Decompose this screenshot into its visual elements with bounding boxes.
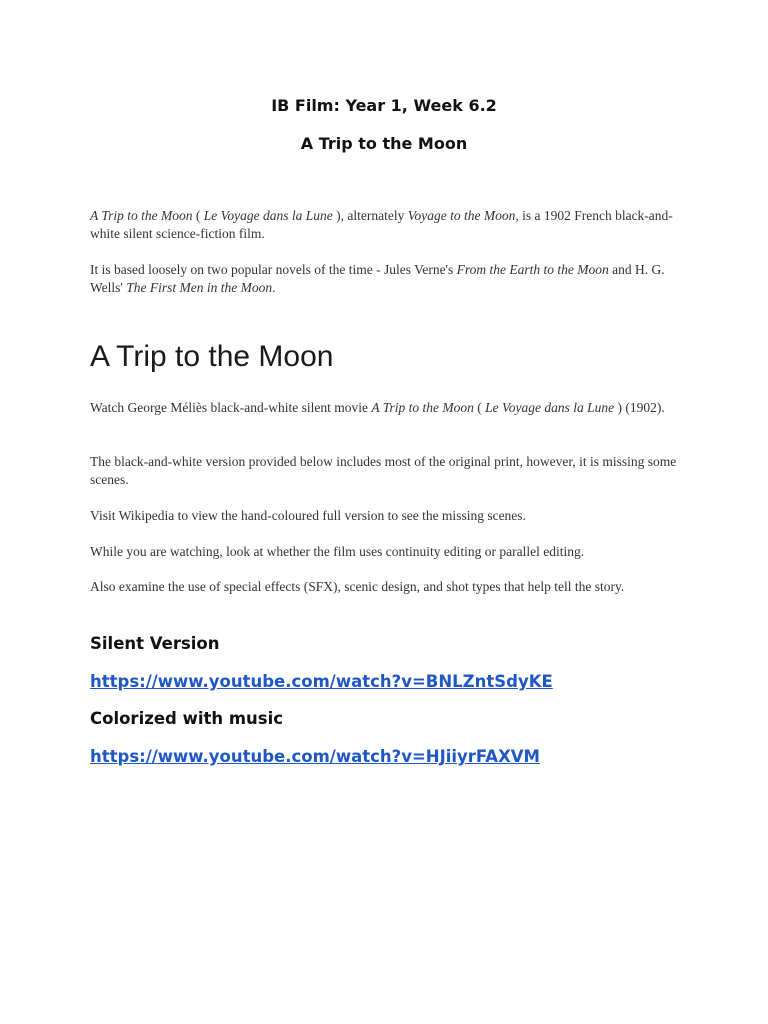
course-header: IB Film: Year 1, Week 6.2 <box>271 96 497 115</box>
document-title: A Trip to the Moon <box>300 134 468 153</box>
colorized-version-link[interactable]: https://www.youtube.com/watch?v=HJiiyrFAXVM <box>90 747 540 766</box>
section-paragraph-4: While you are watching, look at whether the film uses continuity editing or parallel editing. <box>90 544 585 559</box>
text-span: and H. G. Wells' <box>90 262 665 295</box>
film-title-italic: A Trip to the Moon <box>90 208 193 223</box>
french-title-italic: Le Voyage dans la Lune <box>485 400 615 415</box>
wells-novel-italic: The First Men in the Moon <box>126 280 273 295</box>
intro-paragraph-1 <box>90 207 680 243</box>
section-paragraph-1 <box>90 399 680 417</box>
colorized-version-heading: Colorized with music <box>90 709 284 728</box>
text-span: ), alternately <box>332 208 408 223</box>
text-span: ( <box>473 400 486 415</box>
text-span: . <box>272 280 276 295</box>
text-span: ( <box>192 208 204 223</box>
text-span: ) (1902). <box>614 400 665 415</box>
french-title-italic: Le Voyage dans la Lune <box>203 208 333 223</box>
section-paragraph-3: Visit Wikipedia to view the hand-coloured full version to see the missing scenes. <box>90 508 526 523</box>
section-paragraph-5: Also examine the use of special effects (SFX), scenic design, and shot types that help tell the story. <box>90 579 625 594</box>
text-span: It is based loosely on two popular novels of the time - Jules Verne's <box>90 262 457 277</box>
section-paragraph-2: The black-and-white version provided below includes most of the original print, however, it is missing some scenes. <box>90 454 677 487</box>
film-title-italic: A Trip to the Moon <box>371 400 474 415</box>
verne-novel-italic: From the Earth to the Moon <box>456 262 609 277</box>
text-span: Watch George Méliès black-and-white silent movie <box>90 400 372 415</box>
text-span: , is a 1902 French black-and-white silent science-fiction film. <box>90 208 673 241</box>
silent-version-link[interactable]: https://www.youtube.com/watch?v=BNLZntSdyKE <box>90 672 553 691</box>
section-heading: A Trip to the Moon <box>90 340 334 373</box>
alt-title-italic: Voyage to the Moon <box>407 208 516 223</box>
silent-version-heading: Silent Version <box>90 634 220 653</box>
intro-paragraph-2 <box>90 261 680 297</box>
